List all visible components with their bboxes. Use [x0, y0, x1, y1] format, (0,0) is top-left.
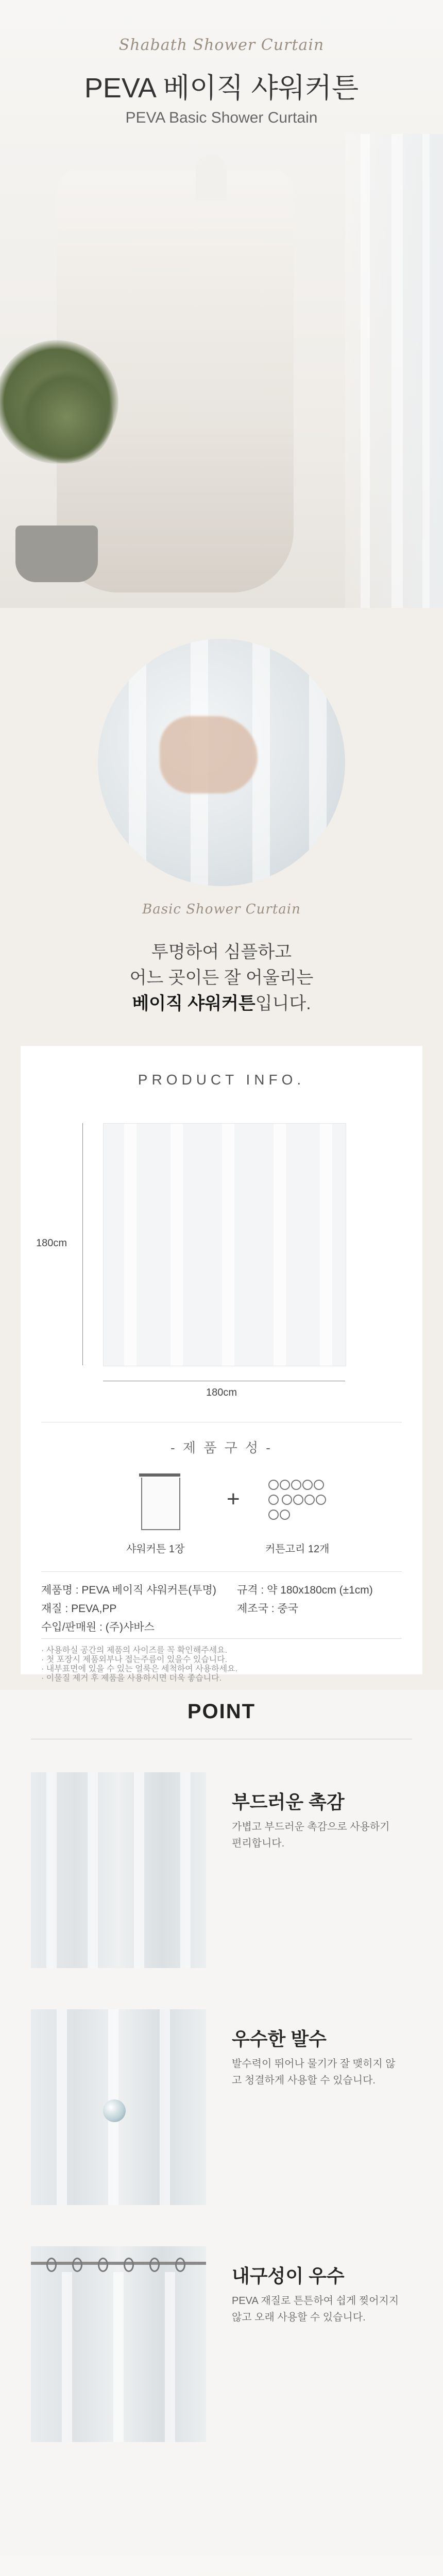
divider	[41, 1638, 402, 1639]
spec-origin: 제조국 : 중국	[237, 1603, 298, 1615]
spec-size: 규격 : 약 180x180cm (±1cm)	[237, 1584, 373, 1596]
note-item: · 첫 포장시 제품외부나 접는주름이 있을수 있습니다.	[41, 1655, 228, 1664]
divider	[41, 1571, 402, 1572]
curtain-closeup-image	[98, 639, 345, 886]
water-repellent-image	[31, 2009, 206, 2205]
rings-durability-image	[31, 2246, 206, 2442]
spec-material: 재질 : PEVA,PP	[41, 1603, 117, 1615]
shower-curtain-icon	[139, 1473, 180, 1530]
point-1-heading: 부드러운 촉감	[232, 1791, 345, 1812]
intro-line-3-rest: 입니다.	[255, 994, 311, 1013]
width-label: 180cm	[206, 1387, 237, 1398]
page-title: PEVA 베이직 샤워커튼	[84, 73, 359, 104]
spec-seller: 수입/판매원 : (주)샤바스	[41, 1621, 155, 1633]
note-item: · 내부표면에 있을 수 있는 얼룩은 세척하여 사용하세요.	[41, 1665, 237, 1673]
intro-line-1: 투명하여 심플하고	[151, 942, 292, 962]
item1-label: 샤워커튼 1장	[126, 1544, 185, 1555]
intro-line-2: 어느 곳이든 잘 어울리는	[129, 968, 314, 988]
intro-section	[0, 608, 443, 1030]
point-3-heading: 내구성이 우수	[232, 2265, 345, 2286]
page-subtitle: PEVA Basic Shower Curtain	[125, 109, 318, 126]
height-dimension-line	[82, 1123, 83, 1365]
composition-title: - 제 품 구 성 -	[171, 1440, 272, 1455]
note-item: · 사용하실 공간의 제품의 사이즈를 꼭 확인해주세요.	[41, 1646, 228, 1655]
plus-sign: +	[227, 1486, 240, 1512]
note-item: · 이물질 제거 후 제품을 사용하시면 더욱 좋습니다.	[41, 1674, 222, 1683]
point-title: POINT	[187, 1700, 256, 1723]
curtain-dimension-image	[103, 1123, 346, 1366]
hero-section	[0, 0, 443, 608]
water-drop-icon	[103, 2099, 126, 2122]
point-1-text: 가볍고 부드러운 촉감으로 사용하기 편리합니다.	[232, 1821, 390, 1849]
point-2-heading: 우수한 발수	[232, 2028, 327, 2049]
intro-line-3	[0, 989, 443, 1014]
item2-label: 커튼고리 12개	[265, 1544, 330, 1555]
lifestyle-section	[0, 2555, 443, 2576]
spec-name: 제품명 : PEVA 베이직 샤워커튼(투명)	[41, 1584, 216, 1596]
point-section	[0, 1690, 443, 2555]
soft-texture-image	[31, 1772, 206, 1968]
height-label: 180cm	[36, 1238, 67, 1249]
product-info-section	[0, 1030, 443, 1690]
point-3-text: PEVA 재질로 튼튼하여 쉽게 찢어지지 않고 오래 사용할 수 있습니다.	[232, 2295, 399, 2323]
hero-script-title: Shabath Shower Curtain	[118, 36, 325, 54]
intro-script-title: Basic Shower Curtain	[142, 902, 301, 917]
intro-line-3-bold: 베이직 샤워커튼	[132, 994, 255, 1013]
product-info-title: PRODUCT INFO.	[138, 1072, 305, 1088]
product-info-card	[21, 1046, 422, 1683]
curtain-rings-icon	[268, 1479, 330, 1523]
point-2-text: 발수력이 뛰어나 물기가 잘 맺히지 않고 청결하게 사용할 수 있습니다.	[232, 2058, 396, 2086]
